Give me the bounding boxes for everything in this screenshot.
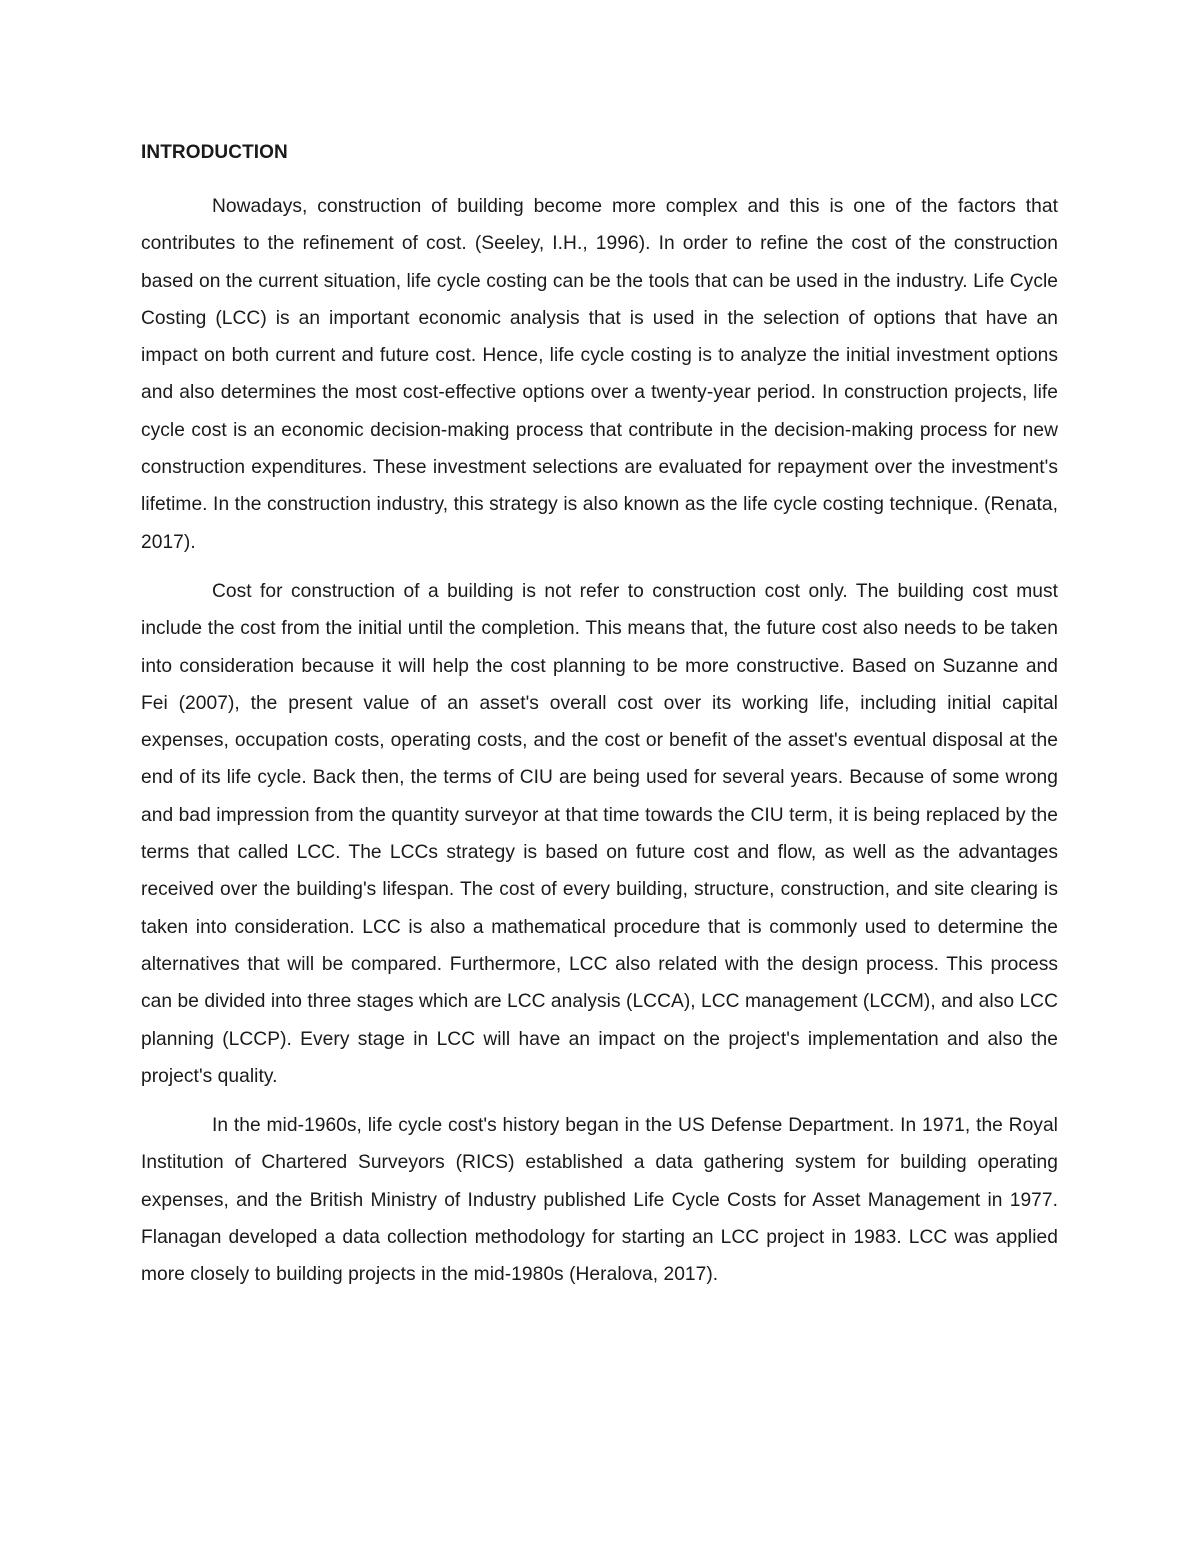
- paragraph-3: In the mid-1960s, life cycle cost's history began in the US Defense Department. In 1971, the Royal Institution of Chartered Surveyors (RICS) established a data gathering system for building operating expenses, and the British Ministry of Industry published Life Cycle Costs for Asset Management in 1977. Flanagan developed a data collection methodology for starting an LCC project in 1983. LCC was applied more closely to building projects in the mid-1980s (Heralova, 2017).: [141, 1115, 1058, 1286]
- paragraph-1: Nowadays, construction of building become more complex and this is one of the factors that contributes to the refinement of cost. (Seeley, I.H., 1996). In order to refine the cost of the construction based on the current situation, life cycle costing can be the tools that can be used in the industry. Life Cycle Costing (LCC) is an important economic analysis that is used in the selection of options that have an impact on both current and future cost. Hence, life cycle costing is to analyze the initial investment options and also determines the most cost-effective options over a twenty-year period. In construction projects, life cycle cost is an economic decision-making process that contribute in the decision-making process for new construction expenditures. These investment selections are evaluated for repayment over the investment's lifetime. In the construction industry, this strategy is also known as the life cycle costing technique. (Renata, 2017).: [141, 196, 1058, 553]
- document-body: [141, 140, 1058, 1306]
- paragraph-2: Cost for construction of a building is not refer to construction cost only. The building cost must include the cost from the initial until the completion. This means that, the future cost also needs to be taken into consideration because it will help the cost planning to be more constructive. Based on Suzanne and Fei (2007), the present value of an asset's overall cost over its working life, including initial capital expenses, occupation costs, operating costs, and the cost or benefit of the asset's eventual disposal at the end of its life cycle. Back then, the terms of CIU are being used for several years. Because of some wrong and bad impression from the quantity surveyor at that time towards the CIU term, it is being replaced by the terms that called LCC. The LCCs strategy is based on future cost and flow, as well as the advantages received over the building's lifespan. The cost of every building, structure, construction, and site clearing is taken into consideration. LCC is also a mathematical procedure that is commonly used to determine the alternatives that will be compared. Furthermore, LCC also related with the design process. This process can be divided into three stages which are LCC analysis (LCCA), LCC management (LCCM), and also LCC planning (LCCP). Every stage in LCC will have an impact on the project's implementation and also the project's quality.: [141, 580, 1058, 1087]
- section-heading: INTRODUCTION: [141, 142, 288, 163]
